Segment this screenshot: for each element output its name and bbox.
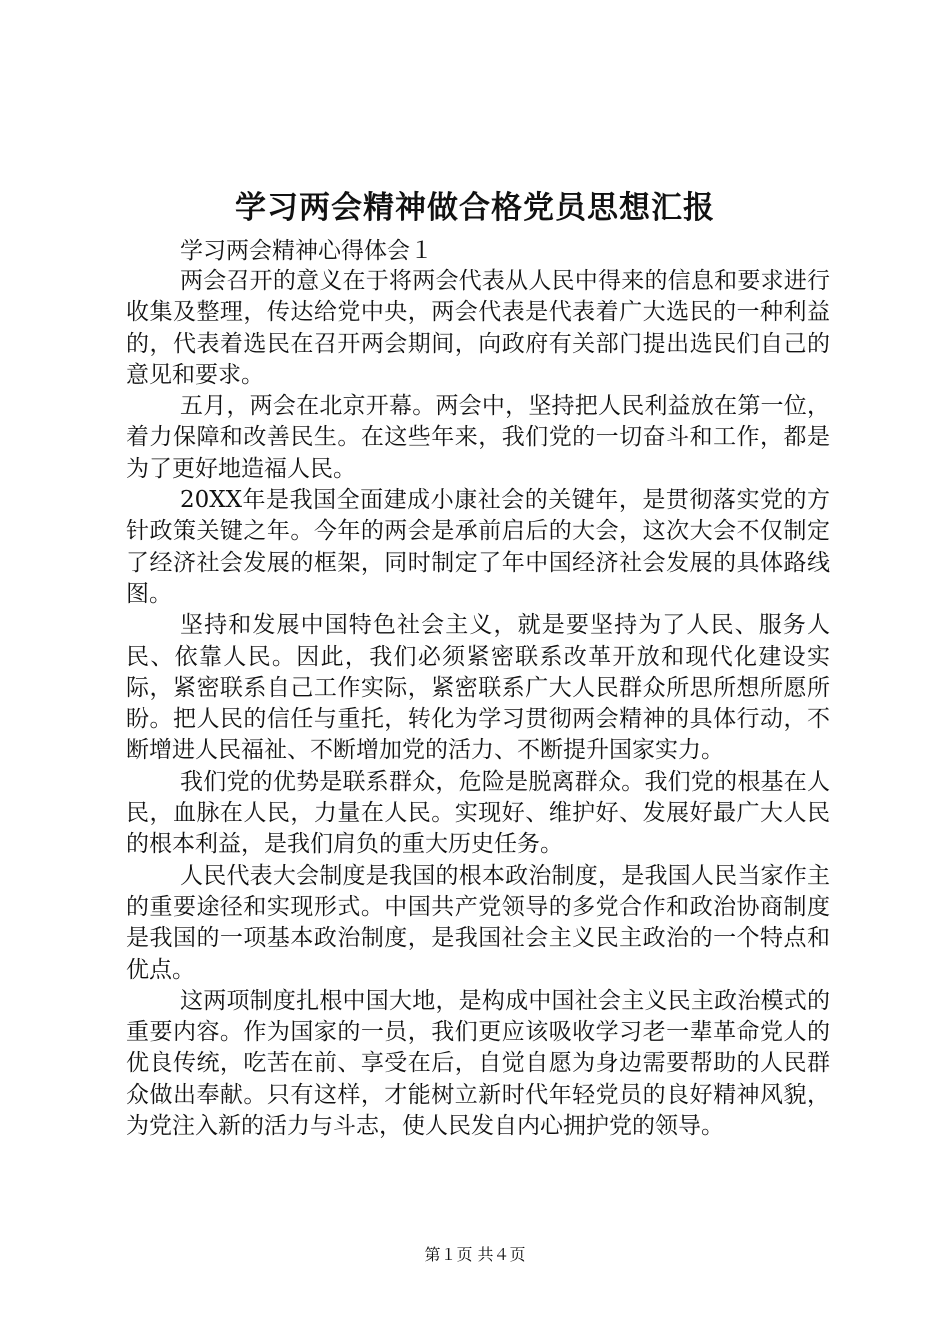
document-body [126, 236, 830, 1142]
paragraph-2: 五月，两会在北京开幕。两会中，坚持把人民利益放在第一位，着力保障和改善民生。在这些年来，我们党的一切奋斗和工作，都是为了更好地造福人民。 [126, 393, 830, 482]
paragraph-3: 20XX年是我国全面建成小康社会的关键年，是贯彻落实党的方针政策关键之年。今年的两会是承前启后的大会，这次大会不仅制定了经济社会发展的框架，同时制定了年中国经济社会发展的具体路线图。 [126, 487, 830, 607]
page-number-footer: 第１页 共４页 [424, 1245, 526, 1264]
paragraph-7: 这两项制度扎根中国大地，是构成中国社会主义民主政治模式的重要内容。作为国家的一员，我们更应该吸收学习老一辈革命党人的优良传统，吃苦在前、享受在后，自觉自愿为身边需要帮助的人民群众做出奉献。只有这样，才能树立新时代年轻党员的良好精神风貌，为党注入新的活力与斗志，使人民发自内心拥护党的领导。 [126, 987, 830, 1140]
document-title: 学习两会精神做合格党员思想汇报 [235, 190, 715, 226]
paragraph-6: 人民代表大会制度是我国的根本政治制度，是我国人民当家作主的重要途径和实现形式。中国共产党领导的多党合作和政治协商制度是我国的一项基本政治制度，是我国社会主义民主政治的一个特点和优点。 [126, 862, 830, 983]
document-subtitle: 学习两会精神心得体会１ [180, 238, 433, 264]
paragraph-1: 两会召开的意义在于将两会代表从人民中得来的信息和要求进行收集及整理，传达给党中央，两会代表是代表着广大选民的一种利益的，代表着选民在召开两会期间，向政府有关部门提出选民们自己的意见和要求。 [126, 268, 830, 388]
paragraph-4: 坚持和发展中国特色社会主义，就是要坚持为了人民、服务人民、依靠人民。因此，我们必须紧密联系改革开放和现代化建设实际，紧密联系自己工作实际，紧密联系广大人民群众所思所想所愿所盼。把人民的信任与重托，转化为学习贯彻两会精神的具体行动，不断增进人民福祉、不断增加党的活力、不断提升国家实力。 [126, 612, 830, 764]
paragraph-5: 我们党的优势是联系群众，危险是脱离群众。我们党的根基在人民，血脉在人民，力量在人民。实现好、维护好、发展好最广大人民的根本利益，是我们肩负的重大历史任务。 [126, 768, 830, 858]
